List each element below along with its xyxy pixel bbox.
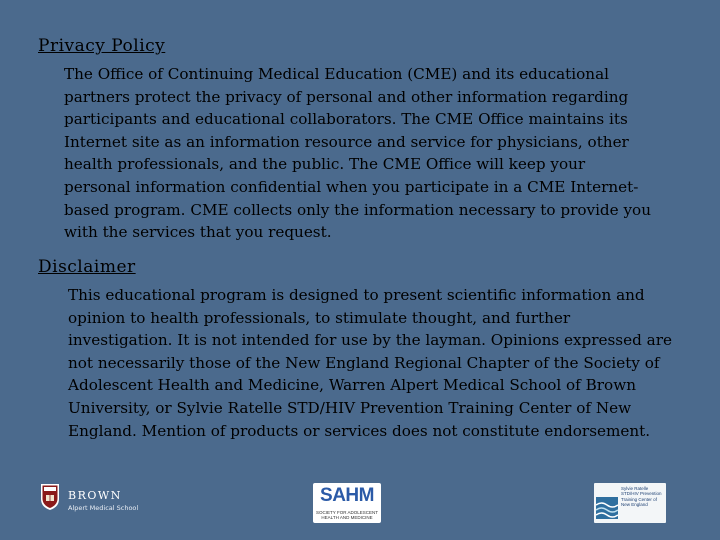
sahm-mark: SAHM [320,485,374,506]
brown-name: BROWN [68,489,122,502]
brown-alpert-logo [40,483,150,519]
brown-subtitle: Alpert Medical School [68,504,139,512]
disclaimer-heading: Disclaimer [38,257,136,277]
privacy-policy-text: The Office of Continuing Medical Education (CME) and its educational partners protect the privacy of personal and other information regarding participants and educational collaborators. The CME Office maintains its Internet site as an information resource and service for physicians, other health professionals, and the public. The CME Office will keep your personal information confidential when you participate in a CME Internet-based program. CME collects only the information necessary to provide you with the services that you request. [64,65,651,242]
std-center-text: Sylvie Ratelle STD/HIV Prevention Training Center of New England [621,486,662,507]
wave-icon [596,497,618,519]
privacy-policy-heading: Privacy Policy [38,36,166,56]
std-hiv-training-center-logo [594,483,666,523]
sahm-logo [313,483,381,523]
brown-shield-icon [40,483,60,511]
disclaimer-text: This educational program is designed to present scientific information and opinion to health professionals, to stimulate thought, and further investigation. It is not intended for use by the layman. Opinions expressed are not necessarily those of the New England Regional Chapter of the Society of Adolescent Health and Medicine, Warren Alpert Medical School of Brown University, or Sylvie Ratelle STD/HIV Prevention Training Center of New England. Mention of products or services does not constitute endorsement. [68,286,672,440]
sahm-tagline: SOCIETY FOR ADOLESCENT HEALTH AND MEDICINE [316,510,378,520]
